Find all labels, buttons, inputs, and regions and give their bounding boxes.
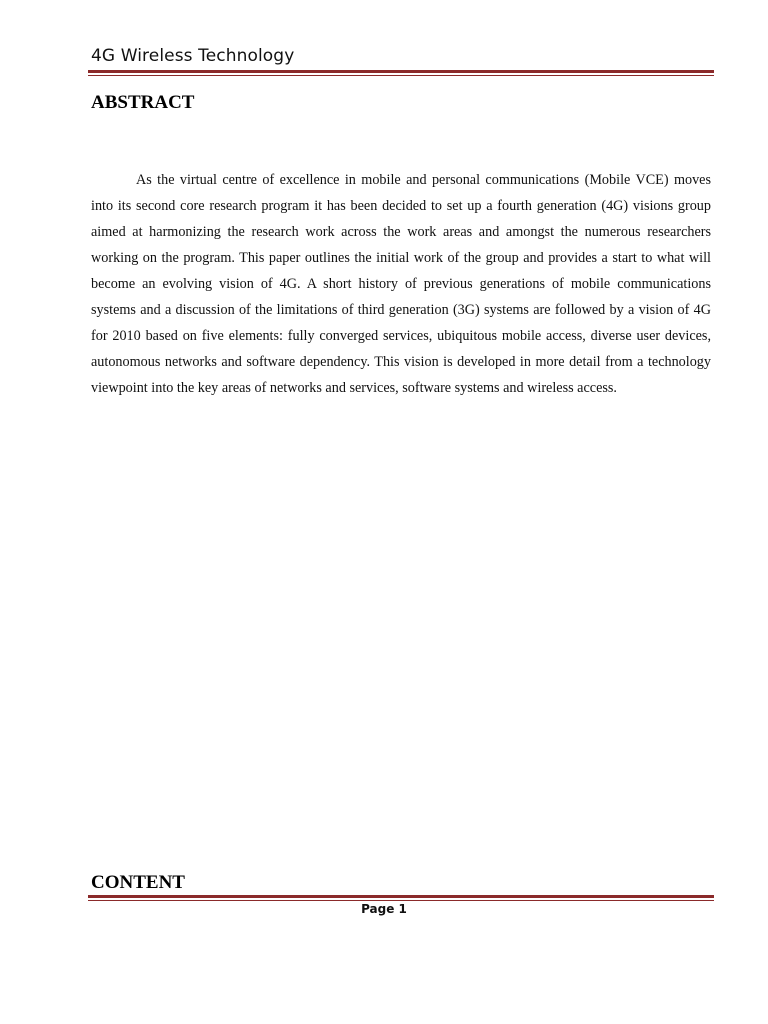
page-number: Page 1 [361, 902, 407, 916]
content-heading: CONTENT [91, 872, 185, 893]
running-header-title: 4G Wireless Technology [91, 46, 295, 66]
abstract-paragraph: As the virtual centre of excellence in mobile and personal communications (Mobile VCE) moves into its second core research program it has been decided to set up a fourth generation (4G) visions group aimed at harmonizing the research work across the work areas and amongst the numerous researchers working on the program. This paper outlines the initial work of the group and provides a start to what will become an evolving vision of 4G. A short history of previous generations of mobile communications systems and a discussion of the limitations of third generation (3G) systems are followed by a vision of 4G for 2010 based on five elements: fully converged services, ubiquitous mobile access, diverse user devices, autonomous networks and software dependency. This vision is developed in more detail from a technology viewpoint into the key areas of networks and services, software systems and wireless access. [91, 172, 711, 396]
footer-divider [88, 895, 714, 901]
header-divider [88, 70, 714, 76]
abstract-heading: ABSTRACT [91, 92, 195, 113]
footer-divider-thin-line [88, 900, 714, 901]
header-divider-thin-line [88, 75, 714, 76]
